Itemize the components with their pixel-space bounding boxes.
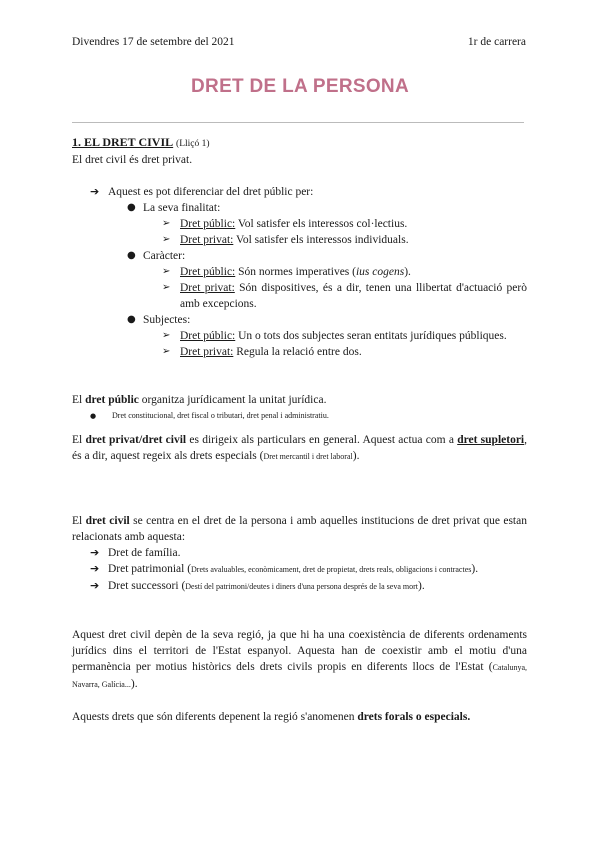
triangle-bullet-icon: ➢ — [162, 218, 171, 229]
arrow-bullet-icon: ➔ — [90, 546, 100, 559]
header-course: 1r de carrera — [467, 36, 526, 48]
bullet-icon: ● — [127, 314, 136, 325]
header-date: Divendres 17 de setembre del 2021 — [72, 36, 235, 48]
triangle-bullet-icon: ➢ — [162, 330, 171, 341]
arrow-bullet-icon: ➔ — [90, 185, 100, 198]
private-law-paragraph: El dret privat/dret civil es dirigeix als particulars en general. Aquest actua com a dret supletori, és a dir, aquest regeix als drets especials (Dret mercantil i dret laboral). — [72, 434, 527, 462]
list-item: ● Caràcter: — [127, 250, 186, 262]
bullet-icon: ● — [127, 250, 136, 261]
list-item: ➔ Dret successori (Destí del patrimoni/deutes i diners d'una persona després de la seva mort). — [90, 579, 425, 592]
list-item: ➢ Dret privat: Són dispositives, és a dir, tenen una llibertat d'actuació però amb excepcions. — [162, 282, 527, 310]
title-divider — [72, 122, 524, 123]
bullet-icon: ● — [127, 202, 136, 213]
arrow-bullet-icon: ➔ — [90, 562, 100, 575]
intro-text: El dret civil és dret privat. — [72, 154, 193, 166]
list-item: ➢ Dret privat: Vol satisfer els interessos individuals. — [162, 234, 409, 246]
triangle-bullet-icon: ➢ — [162, 234, 171, 245]
public-law-paragraph: El dret públic organitza jurídicament la unitat jurídica. — [72, 394, 327, 406]
triangle-bullet-icon: ➢ — [162, 282, 171, 293]
list-item: ● La seva finalitat: — [127, 202, 221, 214]
list-item: ➔ Aquest es pot diferenciar del dret públic per: — [90, 185, 314, 198]
triangle-bullet-icon: ➢ — [162, 346, 171, 357]
triangle-bullet-icon: ➢ — [162, 266, 171, 277]
list-item: ● Subjectes: — [127, 314, 191, 326]
list-item: ➢ Dret públic: Un o tots dos subjectes seran entitats jurídiques públiques. — [162, 330, 507, 342]
list-item: ➔ Dret patrimonial (Drets avaluables, econòmicament, dret de propietat, drets reals, obligacions i contractes). — [90, 562, 479, 575]
document-body — [72, 134, 527, 725]
list-item: ➢ Dret públic: Vol satisfer els interessos col·lectius. — [162, 218, 408, 230]
bullet-icon: ● — [90, 412, 97, 420]
heading-text: 1. EL DRET CIVIL — [72, 135, 174, 149]
region-paragraph: Aquest dret civil depèn de la seva regió, ja que hi ha una coexistència de diferents ordenaments jurídics dins el territori de l'Estat espanyol. Aquesta han de coexistir amb el motiu d'una permanència per motius històrics dels drets civils propis en diferents llocs de l'Estat (Catalunya, Navarra, Galícia...). — [72, 629, 527, 690]
list-item: ● Dret constitucional, dret fiscal o tributari, dret penal i administratiu. — [90, 408, 527, 424]
lesson-label: (Lliçó 1) — [176, 139, 210, 149]
page-header — [72, 36, 526, 48]
foral-paragraph: Aquests drets que són diferents depenent la regió s'anomenen drets forals o especials. — [72, 711, 471, 723]
document-title: DRET DE LA PERSONA — [191, 76, 409, 97]
section-heading — [72, 134, 527, 152]
civil-law-paragraph: El dret civil se centra en el dret de la persona i amb aquelles institucions de dret privat que estan relacionats amb aquesta: — [72, 515, 527, 543]
list-item: ➢ Dret públic: Són normes imperatives (ius cogens). — [162, 266, 411, 278]
list-item: ➔ Dret de família. — [90, 546, 181, 559]
arrow-bullet-icon: ➔ — [90, 579, 100, 592]
list-item: ➢ Dret privat: Regula la relació entre dos. — [162, 346, 362, 358]
